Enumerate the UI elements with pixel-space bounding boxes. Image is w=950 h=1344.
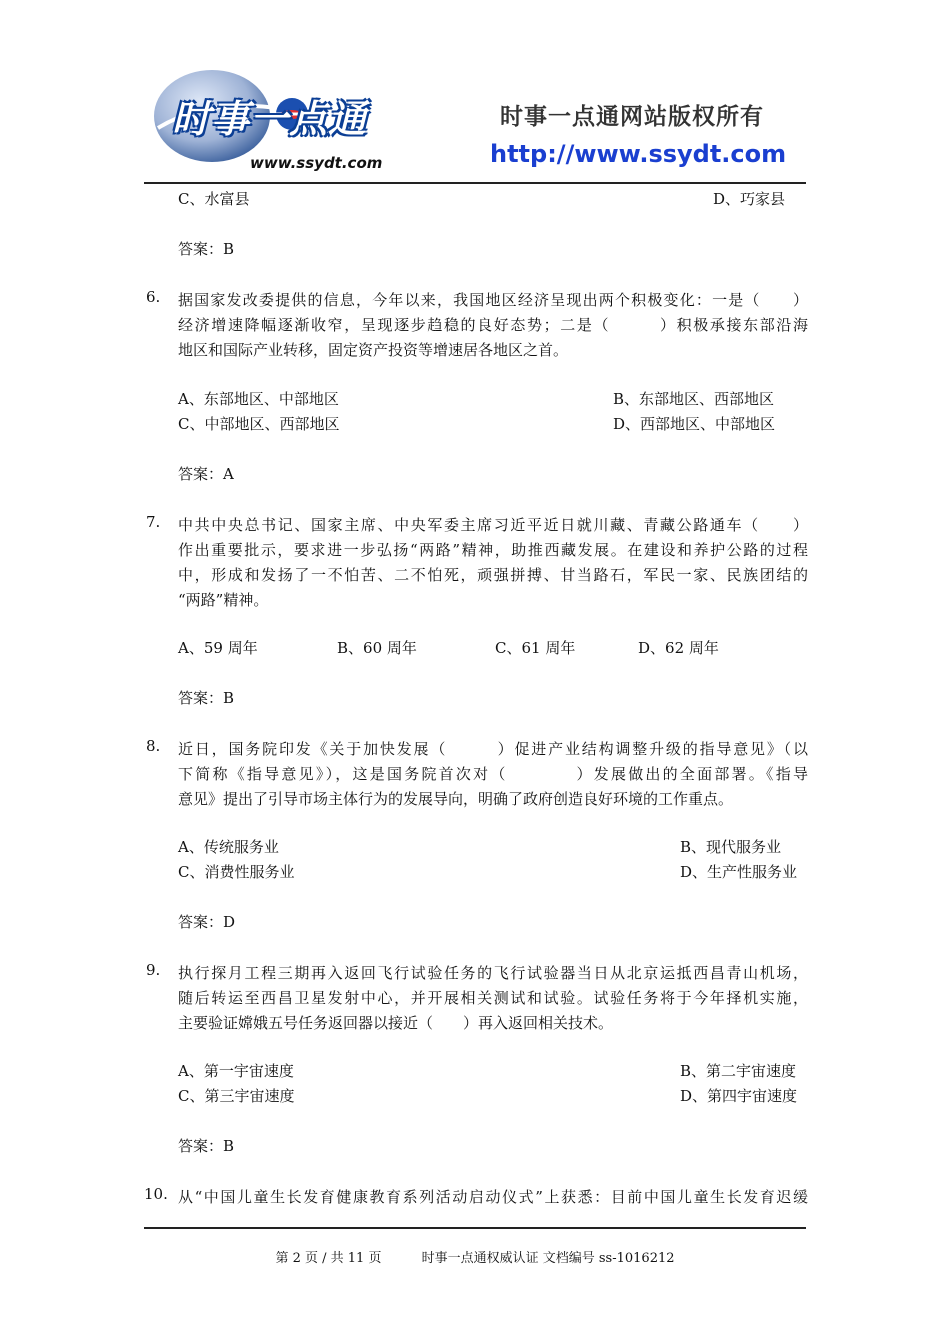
- q7-line: 作出重要批示，要求进一步弘扬“两路”精神，助推西藏发展。在建设和养护公路的过程: [178, 541, 808, 559]
- copyright-title: 时事一点通网站版权所有: [500, 104, 764, 130]
- ssydt-logo: [150, 66, 420, 182]
- logo-url: www.ssydt.com: [250, 154, 383, 172]
- q6-line: 地区和国际产业转移，固定资产投资等增速居各地区之首。: [178, 341, 569, 359]
- q7-text: [178, 513, 808, 613]
- q8-line: 近日，国务院印发《关于加快发展（ ）促进产业结构调整升级的指导意见》（以: [178, 740, 808, 758]
- q8-line: 意见》提出了引导市场主体行为的发展导向，明确了政府创造良好环境的工作重点。: [178, 790, 734, 808]
- header-divider: [144, 182, 806, 184]
- q10-line: 从“中国儿童生长发育健康教育系列活动启动仪式”上获悉：目前中国儿童生长发育迟缓: [178, 1188, 808, 1206]
- q6-line: 经济增速降幅逐渐收窄，呈现逐步趋稳的良好态势；二是（ ）积极承接东部沿海: [178, 316, 808, 334]
- q8-text: [178, 737, 808, 812]
- q9-line: 主要验证嫦娥五号任务返回器以接近（ ）再入返回相关技术。: [178, 1014, 614, 1032]
- q7-option-a: A、59 周年: [178, 639, 258, 657]
- q8-option-b: B、现代服务业: [680, 838, 782, 856]
- q6-number: 6.: [146, 288, 161, 306]
- q8-option-d: D、生产性服务业: [680, 863, 798, 881]
- q5-option-c: C、水富县: [178, 190, 250, 208]
- q5-option-d: D、巧家县: [713, 190, 786, 208]
- page-footer: [0, 1247, 950, 1266]
- q9-option-d: D、第四宇宙速度: [680, 1087, 798, 1105]
- q9-answer: 答案：B: [178, 1137, 235, 1155]
- q7-option-d: D、62 周年: [638, 639, 719, 657]
- logo-text: 时事一点通: [172, 97, 368, 141]
- q8-line: 下简称《指导意见》），这是国务院首次对（ ）发展做出的全面部署。《指导: [178, 765, 808, 783]
- q8-number: 8.: [146, 737, 161, 755]
- q9-text: [178, 961, 808, 1036]
- q8-option-a: A、传统服务业: [178, 838, 279, 856]
- q10-text: [178, 1185, 808, 1210]
- q9-line: 执行探月工程三期再入返回飞行试验任务的飞行试验器当日从北京运抵西昌青山机场，: [178, 964, 808, 982]
- q6-answer: 答案：A: [178, 465, 234, 483]
- certification-note: 时事一点通权威认证 文档编号 ss-1016212: [421, 1251, 675, 1266]
- q7-line: 中共中央总书记、国家主席、中央军委主席习近平近日就川藏、青藏公路通车（ ）: [178, 516, 808, 534]
- q7-option-c: C、61 周年: [495, 639, 576, 657]
- q6-option-b: B、东部地区、西部地区: [613, 390, 775, 408]
- footer-divider: [144, 1227, 806, 1229]
- q8-option-c: C、消费性服务业: [178, 863, 295, 881]
- q7-line: “两路”精神。: [178, 591, 269, 609]
- q8-answer: 答案：D: [178, 913, 236, 931]
- q7-number: 7.: [146, 513, 161, 531]
- q9-option-c: C、第三宇宙速度: [178, 1087, 295, 1105]
- q7-answer: 答案：B: [178, 689, 235, 707]
- site-url-link[interactable]: http://www.ssydt.com: [490, 140, 787, 168]
- q9-option-a: A、第一宇宙速度: [178, 1062, 294, 1080]
- q7-option-b: B、60 周年: [337, 639, 417, 657]
- q6-option-d: D、西部地区、中部地区: [613, 415, 776, 433]
- q6-line: 据国家发改委提供的信息，今年以来，我国地区经济呈现出两个积极变化：一是（ ）: [178, 291, 808, 309]
- q7-line: 中，形成和发扬了一不怕苦、二不怕死，顽强拼搏、甘当路石，军民一家、民族团结的: [178, 566, 808, 584]
- q9-option-b: B、第二宇宙速度: [680, 1062, 797, 1080]
- q9-number: 9.: [146, 961, 161, 979]
- q10-number: 10.: [144, 1185, 168, 1203]
- q6-option-a: A、东部地区、中部地区: [178, 390, 339, 408]
- q6-option-c: C、中部地区、西部地区: [178, 415, 340, 433]
- q6-text: [178, 288, 808, 363]
- q9-line: 随后转运至西昌卫星发射中心，并开展相关测试和试验。试验任务将于今年择机实施，: [178, 989, 808, 1007]
- page-number: 第 2 页 / 共 11 页: [275, 1251, 382, 1266]
- q5-answer: 答案：B: [178, 240, 235, 258]
